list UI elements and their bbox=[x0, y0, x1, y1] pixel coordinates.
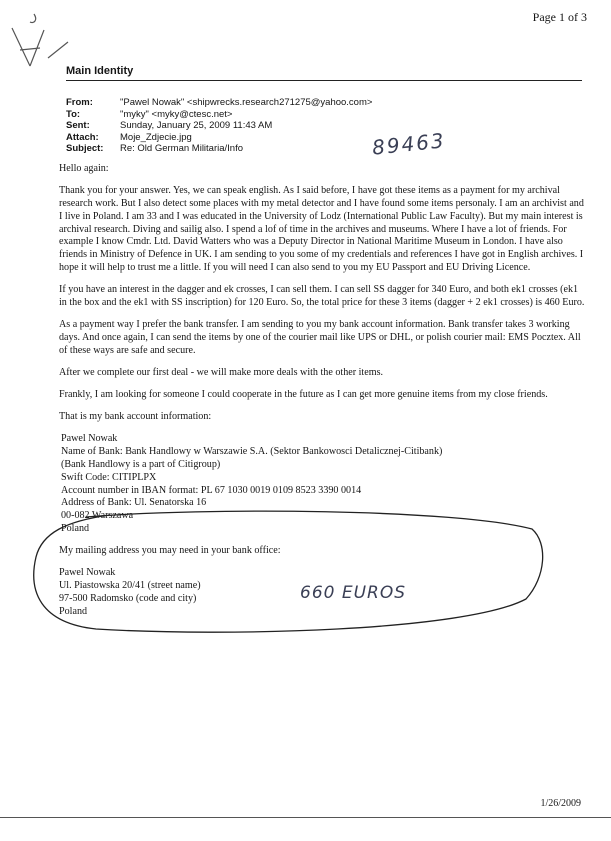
header-label: Attach: bbox=[66, 131, 99, 143]
address-line: Pawel Nowak bbox=[59, 567, 116, 579]
handwritten-amount-note: 660 EUROS bbox=[300, 583, 407, 603]
mailing-intro: My mailing address you may need in your bank office: bbox=[59, 545, 281, 557]
header-row-subject bbox=[66, 143, 372, 155]
header-value: Moje_Zdjecie.jpg bbox=[120, 131, 192, 143]
bank-line: Swift Code: CITIPLPX bbox=[61, 471, 157, 483]
bank-line: Name of Bank: Bank Handlowy w Warszawie S.A. (Sektor Bankowosci Detalicznej-Citibank) bbox=[61, 446, 443, 458]
paragraph-future-deals: After we complete our first deal - we will make more deals with the other items. bbox=[59, 366, 384, 378]
bank-line: 00-082 Warszawa bbox=[61, 510, 134, 522]
header-row-sent bbox=[66, 120, 372, 132]
greeting: Hello again: bbox=[59, 163, 109, 174]
paragraph-payment: As a payment way I prefer the bank transfer. I am sending to you my bank account information. Bank transfer takes 3 working days. And once again, I can send the items by one of the courier mail like UPS or DHL, or polish courier mail: EMS Pocztex. All of these ways are safe and secure. bbox=[59, 319, 581, 356]
header-label: Subject: bbox=[66, 143, 104, 155]
paragraph-offer: If you have an interest in the dagger and ek crosses, I can sell them. I can sell SS dagger for 340 Euro, and both ek1 crosses (ek1 in the box and the ek1 with SS inscription) for 120 Euro. So, the total price for these 3 items (dagger + 2 ek1 crosses) is 460 Euro. bbox=[59, 284, 585, 308]
address-line: Poland bbox=[59, 605, 88, 617]
bank-line: Poland bbox=[61, 523, 90, 535]
header-row-attach bbox=[66, 132, 372, 144]
mail-title: Main Identity bbox=[66, 65, 134, 77]
paragraph-bank-intro: That is my bank account information: bbox=[59, 411, 212, 423]
paragraph-cooperation: Frankly, I am looking for someone I could cooperate in the future as I can get more genuine items from my close friends. bbox=[59, 389, 548, 401]
bank-line: Pawel Nowak bbox=[61, 433, 118, 445]
footer-date: 1/26/2009 bbox=[540, 798, 581, 809]
header-value: Re: Old German Militaria/Info bbox=[120, 143, 244, 155]
email-header bbox=[66, 97, 372, 155]
address-line: Ul. Piastowska 20/41 (street name) bbox=[59, 580, 201, 592]
header-label: Sent: bbox=[66, 120, 90, 132]
handwritten-number: 89463 bbox=[370, 128, 447, 160]
paragraph-background: Thank you for your answer. Yes, we can speak english. As I said before, I have got these items as a payment for my archival research work. But I also detect some places with my metal detector and I have found some items personaly. I am an archivist and I live in Poland. I am 33 and I was educated in the University of Lodz (International Public Law Faculty). But my main interest is archival research. Diving and sailig also. I spend a lof of time in the archives and museums. Where I have a lot of friends. For example I know Cmdr. Ltd. David Watters who was a Deputy Director in National Maritime Museum in London. I have also friends in Ministry of Defence in UK. I am sending to you some of my credentials and references I have got in English archives. I hope it will help to trust me a little. If you will need I can also send to you my EU Passport and EU Driving Licence. bbox=[59, 185, 584, 273]
address-line: 97-500 Radomsko (code and city) bbox=[59, 593, 197, 605]
header-label: To: bbox=[66, 108, 81, 120]
title-divider bbox=[66, 80, 582, 81]
header-label: From: bbox=[66, 97, 93, 108]
bank-line: Address of Bank: Ul. Senatorska 16 bbox=[61, 497, 207, 509]
bank-line: (Bank Handlowy is a part of Citigroup) bbox=[61, 459, 221, 471]
page-number: Page 1 of 3 bbox=[532, 10, 587, 24]
header-row-from bbox=[66, 97, 372, 109]
header-row-to bbox=[66, 109, 372, 121]
header-value: "Pawel Nowak" <shipwrecks.research271275@yahoo.com> bbox=[120, 97, 373, 108]
bank-line: Account number in IBAN format: PL 67 1030 0019 0109 8523 3390 0014 bbox=[61, 484, 362, 496]
header-value: "myky" <myky@ctesc.net> bbox=[120, 108, 233, 120]
page-bottom-edge bbox=[0, 817, 611, 818]
header-value: Sunday, January 25, 2009 11:43 AM bbox=[120, 120, 273, 132]
corner-scribble-mark bbox=[4, 8, 74, 78]
handdrawn-ellipse-circle bbox=[26, 507, 546, 639]
